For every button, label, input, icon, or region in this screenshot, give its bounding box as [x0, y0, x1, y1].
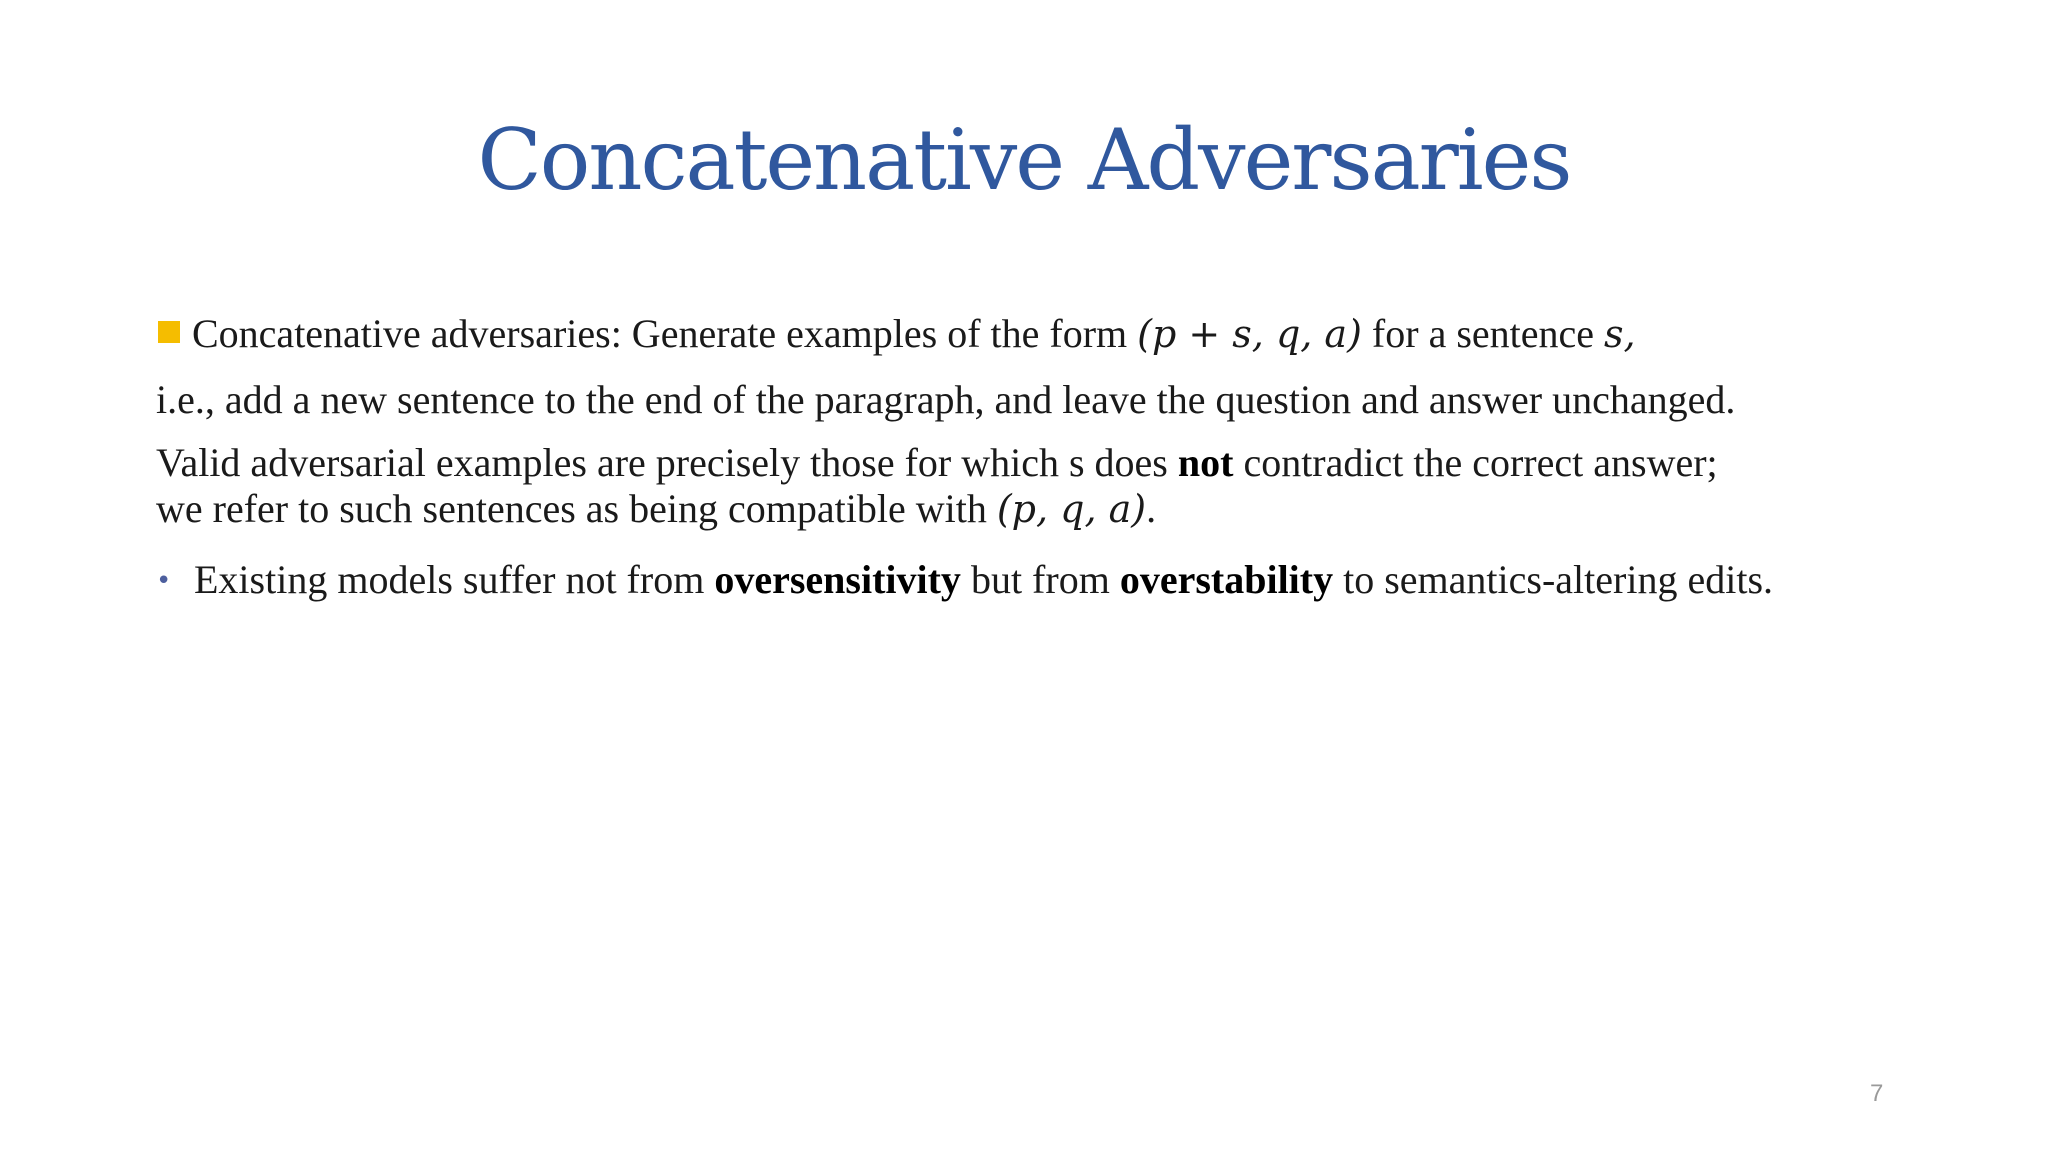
bullet2-part2: but from	[970, 557, 1110, 602]
bold-oversensitivity: oversensitivity	[714, 557, 961, 602]
slide-title: Concatenative Adversaries	[477, 111, 1571, 209]
explanation-line: i.e., add a new sentence to the end of the paragraph, and leave the question and answer unchanged.	[156, 377, 1736, 422]
page-number: 7	[1870, 1080, 1884, 1107]
bullet1-label: Concatenative adversaries: Generate examples of the form	[192, 311, 1128, 356]
square-bullet-icon	[158, 321, 180, 343]
valid-examples-paragraph	[156, 440, 1718, 532]
para3-line1	[156, 440, 1718, 486]
math-pqa: (p, q, a)	[996, 487, 1147, 531]
bullet-concatenative	[158, 306, 1636, 362]
bold-not: not	[1177, 440, 1234, 485]
dot-bullet-icon: •	[156, 566, 172, 596]
math-s: s,	[1604, 312, 1636, 356]
para3-part2: contradict the correct answer;	[1243, 440, 1718, 485]
bullet2-part1: Existing models suffer not from	[194, 557, 705, 602]
bold-overstability: overstability	[1119, 557, 1334, 602]
para3-line2	[156, 486, 1718, 532]
para3-part1: Valid adversarial examples are precisely those for which s does	[156, 440, 1168, 485]
bullet-existing-models	[156, 552, 1773, 609]
bullet1-mid: for a sentence	[1371, 311, 1595, 356]
math-form: (p + s, q, a)	[1137, 312, 1362, 356]
para3-end: .	[1146, 486, 1157, 531]
bullet2-part3: to semantics-altering edits.	[1343, 557, 1774, 602]
para3-part3: we refer to such sentences as being compatible with	[156, 486, 987, 531]
